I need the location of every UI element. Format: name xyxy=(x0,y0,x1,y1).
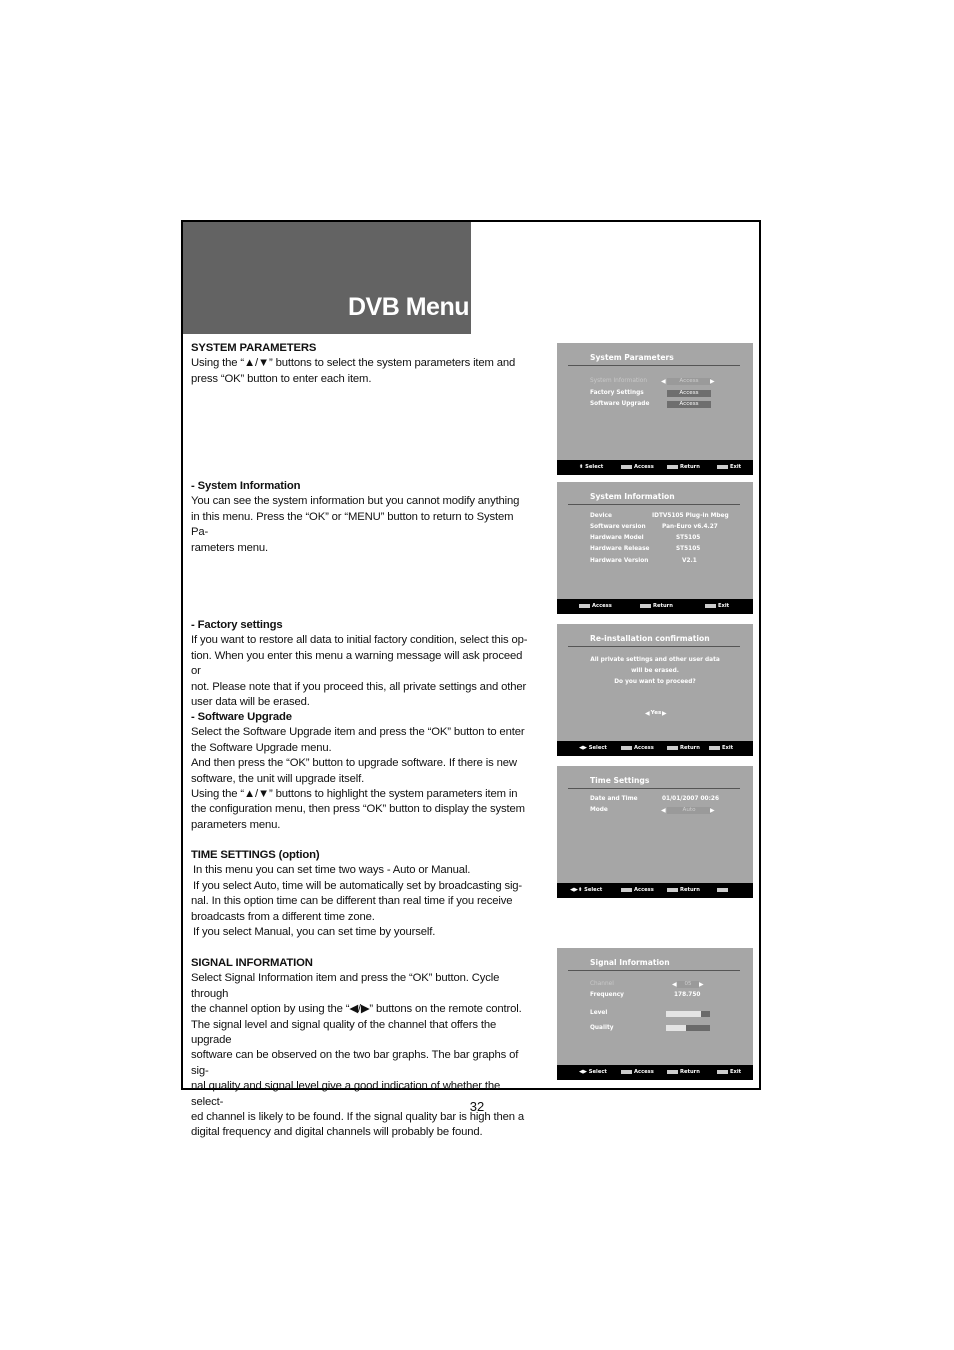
body-line: Using the “▲/▼” buttons to highlight the system parameters item in xyxy=(191,788,518,801)
arrow-right-icon: ▶ xyxy=(710,378,715,385)
frequency-value: 178.750 xyxy=(674,992,701,998)
body-line: parameters menu. xyxy=(191,818,281,831)
body-line: in this menu. Press the “OK” or “MENU” button to return to System Pa- xyxy=(191,510,514,539)
screen-system-parameters xyxy=(557,343,753,475)
quality-label: Quality xyxy=(590,1025,614,1031)
body-line: press “OK” button to enter each item. xyxy=(191,372,372,385)
mode-selector[interactable]: Auto xyxy=(667,807,711,814)
info-value: Pan-Euro v6.4.27 xyxy=(662,524,718,530)
arrow-left-icon: ◀ xyxy=(661,807,666,814)
section-heading: SYSTEM PARAMETERS xyxy=(191,342,317,354)
arrows-icon: ◀▶⬍ xyxy=(570,887,583,893)
body-line: The signal level and signal quality of the channel that offers the upgrade xyxy=(191,1018,497,1047)
body-line: rameters menu. xyxy=(191,541,269,554)
screen-title: Time Settings xyxy=(590,776,650,785)
info-label: Hardware Version xyxy=(590,558,649,564)
title-divider xyxy=(568,504,740,505)
info-label: Hardware Release xyxy=(590,546,650,552)
footer-exit: Exit xyxy=(717,1069,741,1075)
info-label: Software version xyxy=(590,524,646,530)
footer-bar xyxy=(557,460,753,475)
exit-key-icon xyxy=(709,746,720,750)
body-line: the Software Upgrade menu. xyxy=(191,741,332,754)
arrow-right-icon: ▶ xyxy=(710,807,715,814)
body-line: software, the unit will upgrade itself. xyxy=(191,772,365,785)
section-heading: - Software Upgrade xyxy=(191,711,292,723)
info-value: ST5105 xyxy=(676,546,701,552)
menu-key-icon xyxy=(667,746,678,750)
body-line: You can see the system information but you cannot modify anything xyxy=(191,495,520,508)
body-line: digital frequency and digital channels will probably be found. xyxy=(191,1126,483,1139)
menu-key-icon xyxy=(667,465,678,469)
title-divider xyxy=(568,365,740,366)
confirm-option[interactable]: Yes xyxy=(650,710,662,716)
arrow-right-icon: ▶ xyxy=(662,710,667,717)
quality-bar-fill xyxy=(666,1025,686,1031)
arrow-right-icon: ▶ xyxy=(699,981,704,988)
menu-key-icon xyxy=(640,604,651,608)
footer-bar xyxy=(557,1065,753,1080)
footer-select: ◀▶⬍ Select xyxy=(570,887,603,893)
footer-return: Return xyxy=(667,887,700,893)
warning-line: Do you want to proceed? xyxy=(614,679,696,685)
section-heading: TIME SETTINGS (option) xyxy=(191,849,320,861)
info-value: IDTV5105 Plug-in Mbeg xyxy=(652,513,729,519)
screen-reinstall-confirmation xyxy=(557,624,753,756)
page-title: DVB Menu xyxy=(348,293,469,321)
footer-bar xyxy=(557,599,753,614)
section-software-upgrade xyxy=(191,710,533,833)
exit-key-icon xyxy=(717,888,728,892)
ok-key-icon xyxy=(621,1070,632,1074)
body-line: nal. In this option time can be different than real time if you receive xyxy=(191,895,513,908)
exit-key-icon xyxy=(705,604,716,608)
body-line: the channel option by using the “◀/▶” buttons on the remote control. xyxy=(191,1003,522,1016)
screen-title: Signal Information xyxy=(590,958,670,967)
up-down-icon: ⬍ xyxy=(579,464,584,470)
footer-exit: Exit xyxy=(709,745,733,751)
menu-item-value[interactable]: Access xyxy=(667,390,711,397)
menu-item-value[interactable]: Access xyxy=(667,401,711,408)
section-heading: - Factory settings xyxy=(191,619,283,631)
body-line: Using the “▲/▼” buttons to select the system parameters item and xyxy=(191,357,516,370)
ok-key-icon xyxy=(621,746,632,750)
menu-item-label: System Information xyxy=(590,378,648,384)
footer-access: Access xyxy=(621,887,654,893)
footer-return: Return xyxy=(667,745,700,751)
body-line: user data will be erased. xyxy=(191,696,310,709)
section-system-information xyxy=(191,479,533,556)
channel-label: Channel xyxy=(590,981,614,987)
arrow-left-icon: ◀ xyxy=(661,378,666,385)
level-bar-fill xyxy=(666,1011,701,1017)
body-line: Select Signal Information item and press the “OK” button. Cycle through xyxy=(191,972,500,1000)
info-value: V2.1 xyxy=(682,558,697,564)
exit-key-icon xyxy=(717,1070,728,1074)
screen-title: Re-installation confirmation xyxy=(590,634,710,643)
left-right-icon: ◀▶ xyxy=(579,745,587,751)
body-line: Select the Software Upgrade item and press the “OK” button to enter xyxy=(191,726,525,739)
info-label: Device xyxy=(590,513,612,519)
left-right-icon: ◀▶ xyxy=(579,1069,587,1075)
footer-bar xyxy=(557,741,753,756)
setting-value: 01/01/2007 00:26 xyxy=(662,796,719,802)
info-value: ST5105 xyxy=(676,535,701,541)
body-line: broadcasts from a different time zone. xyxy=(191,910,375,923)
body-line: nal quality and signal level give a good indication of whether the select- xyxy=(191,1080,501,1108)
page-number: 32 xyxy=(469,1099,485,1114)
warning-line: All private settings and other user data xyxy=(590,657,720,663)
menu-item-value[interactable]: Access xyxy=(667,378,711,385)
screen-title: System Parameters xyxy=(590,353,674,362)
channel-selector[interactable]: 05 xyxy=(677,981,699,988)
body-line: ed channel is likely to be found. If the signal quality bar is high then a xyxy=(191,1111,525,1124)
section-time-settings xyxy=(191,848,533,940)
menu-key-icon xyxy=(667,1070,678,1074)
screen-time-settings xyxy=(557,766,753,898)
footer-select: ⬍ Select xyxy=(579,464,604,470)
body-line: In this menu you can set time two ways - Auto or Manual. xyxy=(193,864,471,877)
footer-bar xyxy=(557,883,753,898)
footer-return: Return xyxy=(667,464,700,470)
body-line: And then press the “OK” button to upgrade software. If there is new xyxy=(191,757,517,770)
body-line: If you select Manual, you can set time by yourself. xyxy=(193,926,436,939)
body-line: software can be observed on the two bar graphs. The bar graphs of sig- xyxy=(191,1049,519,1077)
screen-system-information xyxy=(557,482,753,614)
section-heading: SIGNAL INFORMATION xyxy=(191,957,313,969)
body-line: If you want to restore all data to initial factory condition, select this op- xyxy=(191,634,528,647)
footer-access: Access xyxy=(579,603,612,609)
level-label: Level xyxy=(590,1010,608,1016)
body-line: If you select Auto, time will be automatically set by broadcasting sig- xyxy=(193,879,523,892)
info-label: Hardware Model xyxy=(590,535,644,541)
menu-key-icon xyxy=(667,888,678,892)
footer-exit-key xyxy=(717,887,730,893)
arrow-left-icon: ◀ xyxy=(672,981,677,988)
footer-select: ◀▶ Select xyxy=(579,745,607,751)
footer-access: Access xyxy=(621,464,654,470)
arrow-left-icon: ◀ xyxy=(645,710,650,717)
body-line: the configuration menu, then press “OK” button to display the system xyxy=(191,803,525,816)
title-divider xyxy=(568,970,740,971)
section-heading: - System Information xyxy=(191,480,301,492)
warning-line: will be erased. xyxy=(631,668,679,674)
frequency-label: Frequency xyxy=(590,992,624,998)
footer-exit: Exit xyxy=(705,603,729,609)
ok-key-icon xyxy=(621,465,632,469)
body-line: not. Please note that if you proceed this, all private settings and other xyxy=(191,680,527,693)
section-system-parameters xyxy=(191,341,533,387)
section-factory-settings xyxy=(191,618,533,710)
footer-select: ◀▶ Select xyxy=(579,1069,607,1075)
setting-label: Mode xyxy=(590,807,608,813)
footer-return: Return xyxy=(667,1069,700,1075)
quality-bar xyxy=(666,1025,710,1031)
title-divider xyxy=(568,646,740,647)
ok-key-icon xyxy=(579,604,590,608)
ok-key-icon xyxy=(621,888,632,892)
footer-exit: Exit xyxy=(717,464,741,470)
menu-item-label: Factory Settings xyxy=(590,390,644,396)
setting-label: Date and Time xyxy=(590,796,638,802)
menu-item-label: Software Upgrade xyxy=(590,401,650,407)
body-line: tion. When you enter this menu a warning message will ask proceed or xyxy=(191,649,523,678)
level-bar xyxy=(666,1011,710,1017)
screen-title: System Information xyxy=(590,492,675,501)
title-divider xyxy=(568,788,740,789)
footer-return: Return xyxy=(640,603,673,609)
footer-access: Access xyxy=(621,745,654,751)
exit-key-icon xyxy=(717,465,728,469)
footer-access: Access xyxy=(621,1069,654,1075)
screen-signal-information xyxy=(557,948,753,1080)
